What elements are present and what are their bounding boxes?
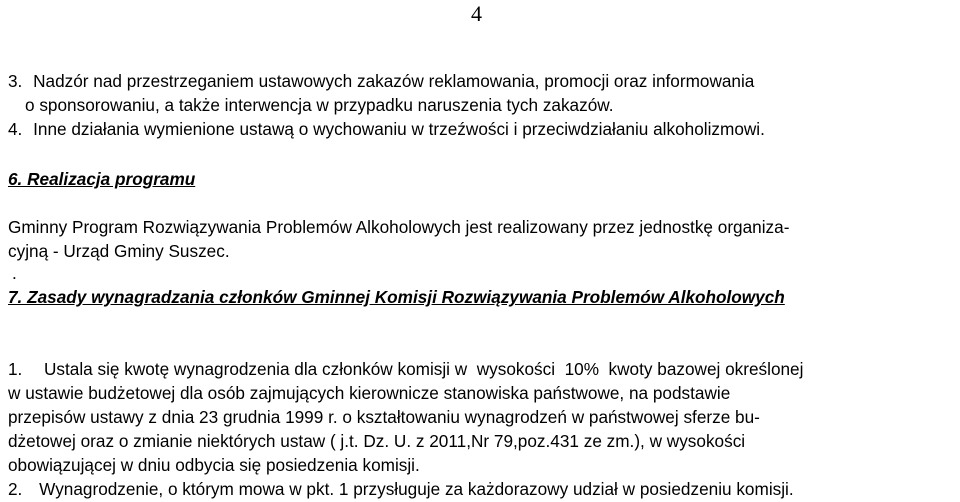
- paragraph-text: przepisów ustawy z dnia 23 grudnia 1999 r. o kształtowaniu wynagrodzeń w państwowej sferze bu-: [8, 407, 760, 427]
- section-7-item-2: [8, 478, 794, 500]
- list-item-3-continuation: o sponsorowaniu, a także interwencja w przypadku naruszenia tych zakazów.: [25, 95, 614, 115]
- section-7-item-1-number: 1.: [8, 359, 23, 379]
- section-6-paragraph-line: [8, 216, 952, 238]
- paragraph-text: dżetowej oraz o zmianie niektórych ustaw ( j.t. Dz. U. z 2011,Nr 79,poz.431 ze zm.), w wysokości: [8, 431, 746, 451]
- page-number: 4: [471, 1, 482, 26]
- paragraph-text: Gminny Program Rozwiązywania Problemów Alkoholowych jest realizowany przez jednostkę organiza-: [8, 217, 790, 237]
- section-heading-7: 7. Zasady wynagradzania członków Gminnej Komisji Rozwiązywania Problemów Alkoholowych: [8, 287, 785, 307]
- list-item-text: Wynagrodzenie, o którym mowa w pkt. 1 przysługuje za każdorazowy udział w posiedzeniu komisji.: [39, 479, 794, 499]
- list-item-3: [8, 70, 754, 92]
- paragraph-text: Ustala się kwotę wynagrodzenia dla członków komisji w wysokości 10% kwoty bazowej określonej: [44, 359, 804, 379]
- list-item-text: Inne działania wymienione ustawą o wychowaniu w trzeźwości i przeciwdziałaniu alkoholizmowi.: [33, 119, 765, 139]
- section-6-paragraph-line-2: cyjną - Urząd Gminy Suszec.: [8, 241, 230, 261]
- paragraph-text: w ustawie budżetowej dla osób zajmujących kierownicze stanowiska państwowe, na podstawie: [8, 383, 731, 403]
- list-item-number: 2.: [8, 479, 23, 499]
- section-7-item-1-line: [8, 382, 952, 404]
- stray-dot: .: [12, 263, 17, 283]
- list-item-number: 3.: [8, 71, 23, 91]
- section-7-item-1-line: [44, 358, 952, 380]
- list-item-text: Nadzór nad przestrzeganiem ustawowych zakazów reklamowania, promocji oraz informowania: [33, 71, 755, 91]
- section-7-item-1-line: [8, 430, 952, 452]
- section-7-item-1-line-last: obowiązującej w dniu odbycia się posiedzenia komisji.: [8, 455, 420, 475]
- list-item-number: 4.: [8, 119, 23, 139]
- section-7-item-1-line: [8, 406, 952, 428]
- section-heading-6: 6. Realizacja programu: [8, 169, 196, 189]
- list-item-4: [8, 118, 765, 140]
